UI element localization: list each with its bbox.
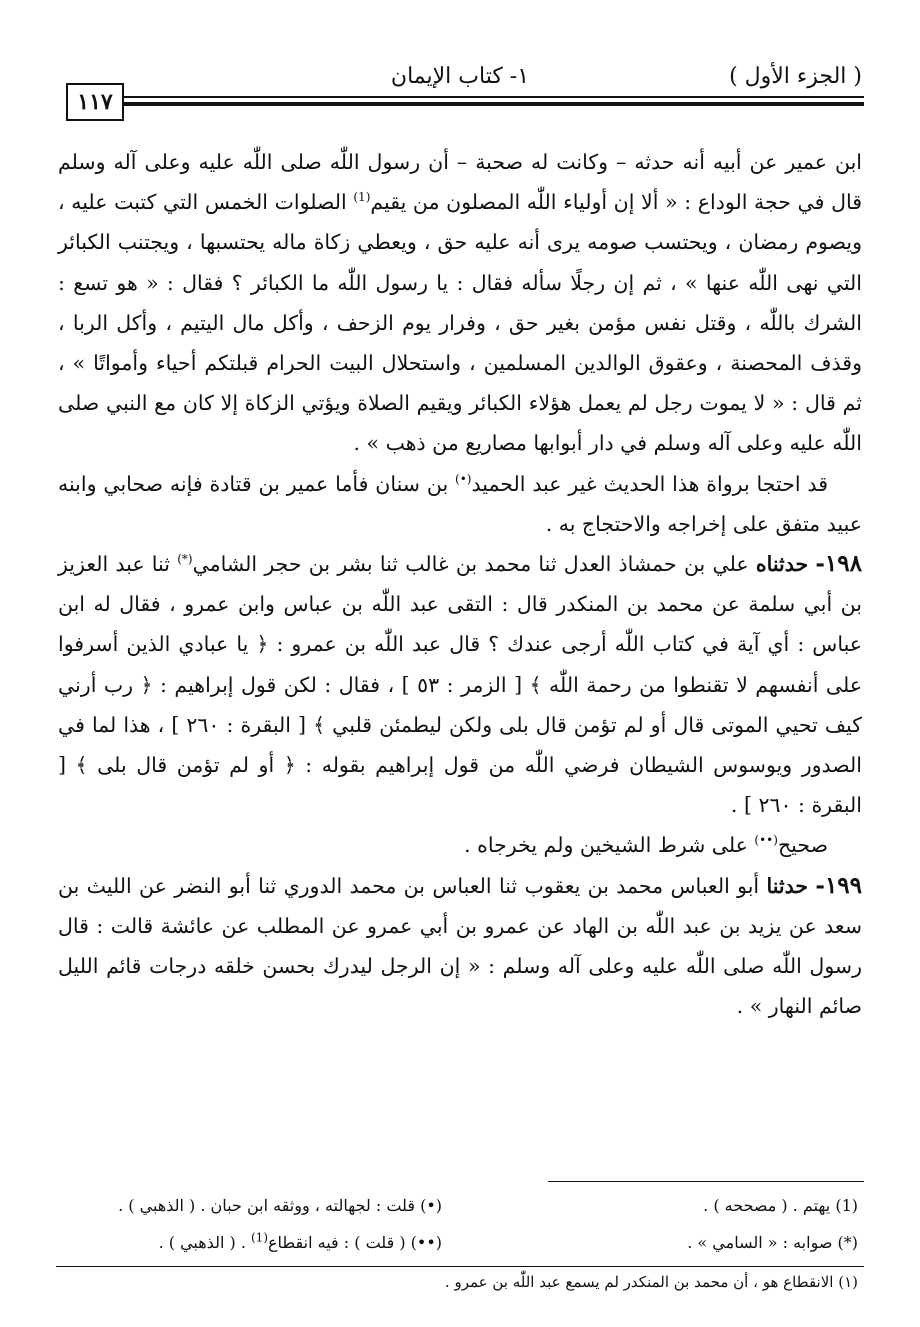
bottom-footnote: (١) الانقطاع هو ، أن محمد بن المنكدر لم يسمع عبد اللّٰه بن عمرو . — [444, 1273, 858, 1291]
footnote-star: (*) صوابه : « السامي » . — [687, 1233, 858, 1252]
footnote-ddot-text: (••) ( قلت ) : فيه انقطاع — [268, 1233, 442, 1252]
p1-text: ابن عمير عن أبيه أنه حدثه – وكانت له صحبة – أن رسول اللّٰه صلى اللّٰه عليه وعلى آله وسلم قال في حجة الوداع : « ألا إن أولياء اللّٰه المصلون من يقيم — [58, 150, 863, 215]
footnote-ddot-rest: . ( الذهبي ) . — [158, 1233, 251, 1252]
paragraph-verdict-198 — [58, 825, 862, 865]
footnote-dot: (•) قلت : لجهالته ، ووثقه ابن حبان . ( الذهبي ) . — [118, 1196, 442, 1215]
footnote-1: (1) يهتم . ( مصححه ) . — [703, 1196, 858, 1215]
footnote-rule — [548, 1181, 864, 1182]
hadith-199-keyword: حدثنا — [766, 873, 809, 898]
footnote-ddot-mark: (1) — [250, 1230, 268, 1245]
hadith-number-198: ١٩٨- — [815, 550, 862, 578]
footnote-ddot — [158, 1230, 442, 1252]
p1-text-rest: الصلوات الخمس التي كتبت عليه ، ويصوم رمضان ، ويحتسب صومه يرى أنه عليه حق ، ويعطي زكاة ماله يحتسبها ، ويجتنب الكبائر التي نهى اللّٰه عنها » ، ثم إن رجلًا سأله فقال : يا رسول اللّٰه ما الكبائر ؟ فقال : « هو تسع : الشرك باللّٰه ، وقتل نفس مؤمن بغير حق ، وفرار يوم الزحف ، وأكل مال اليتيم ، وأكل الربا ، وقذف المحصنة ، وعقوق الوالدين المسلمين ، واستحلال البيت الحرام قبلتكم أحياء وأمواتًا » ، ثم قال : « لا يموت رجل لم يعمل هؤلاء الكبائر ويقيم الصلاة ويؤتي الزكاة إلا كان مع النبي صلى اللّٰه عليه وعلى آله وسلم في دار أبوابها مصاريع من ذهب » . — [58, 190, 862, 456]
hadith-199-text: أبو العباس محمد بن يعقوب ثنا العباس بن محمد الدوري ثنا أبو النضر عن الليث بن سعد عن يزيد بن عبد اللّٰه بن الهاد عن عمرو بن أبي عمرو عن المطلب عن عائشة قالت : قال رسول اللّٰه صلى اللّٰه عليه وعلى آله وسلم : « إن الرجل ليدرك بحسن خلقه درجات قائم الليل صائم النهار » . — [58, 873, 862, 1019]
paragraph-hadith-198 — [58, 544, 862, 825]
header-rule-thick — [122, 102, 864, 106]
main-text — [58, 142, 862, 1026]
hadith-198-text: علي بن حمشاذ العدل ثنا محمد بن غالب ثنا بشر بن حجر الشامي — [192, 552, 756, 577]
verdict-198: صحيح — [777, 833, 828, 858]
footnote-mark-star: (*) — [177, 552, 193, 567]
verdict-198-rest: على شرط الشيخين ولم يخرجاه . — [464, 833, 755, 858]
paragraph-hadith-197-continued — [58, 142, 862, 464]
footnote-mark-1: (1) — [353, 190, 371, 205]
hadith-198-keyword: حدثناه — [755, 552, 809, 577]
p2-text: قد احتجا برواة هذا الحديث غير عبد الحميد — [471, 471, 828, 496]
hadith-198-text-rest: ثنا عبد العزيز بن أبي سلمة عن محمد بن المنكدر قال : التقى عبد اللّٰه بن عباس وابن عمرو ، فقال له ابن عباس : أي آية في كتاب اللّٰه أرجى عندك ؟ قال عبد اللّٰه بن عمرو : ﴿ يا عبادي الذين أسرفوا على أنفسهم لا تقنطوا من رحمة اللّٰه ﴾ [ الزمر : ٥٣ ] ، فقال : لكن قول إبراهيم : ﴿ رب أرني كيف تحيي الموتى قال أو لم تؤمن قال بلى ولكن ليطمئن قلبي ﴾ [ البقرة : ٢٦٠ ] ، هذا لما في الصدور ويوسوس الشيطان فرضي اللّٰه من قول إبراهيم بقوله : ﴿ أو لم تؤمن قال بلى ﴾ [ البقرة : ٢٦٠ ] . — [58, 552, 862, 818]
volume-title: ( الجزء الأول ) — [729, 64, 862, 89]
header-rule-thin — [122, 96, 864, 98]
p2-text-rest: بن سنان فأما عمير بن قتادة فإنه صحابي وابنه عبيد متفق على إخراجه والاحتجاج به . — [58, 471, 862, 536]
page-number: ١١٧ — [66, 83, 124, 121]
footnote-mark-ddot: (••) — [754, 833, 778, 848]
footnote-mark-dot: (•) — [455, 471, 472, 486]
bottom-footnote-rule — [56, 1266, 864, 1267]
hadith-number-199: ١٩٩- — [815, 871, 862, 899]
paragraph-hakim-comment — [58, 464, 862, 544]
paragraph-hadith-199 — [58, 866, 862, 1027]
chapter-title: ١- كتاب الإيمان — [390, 64, 530, 89]
